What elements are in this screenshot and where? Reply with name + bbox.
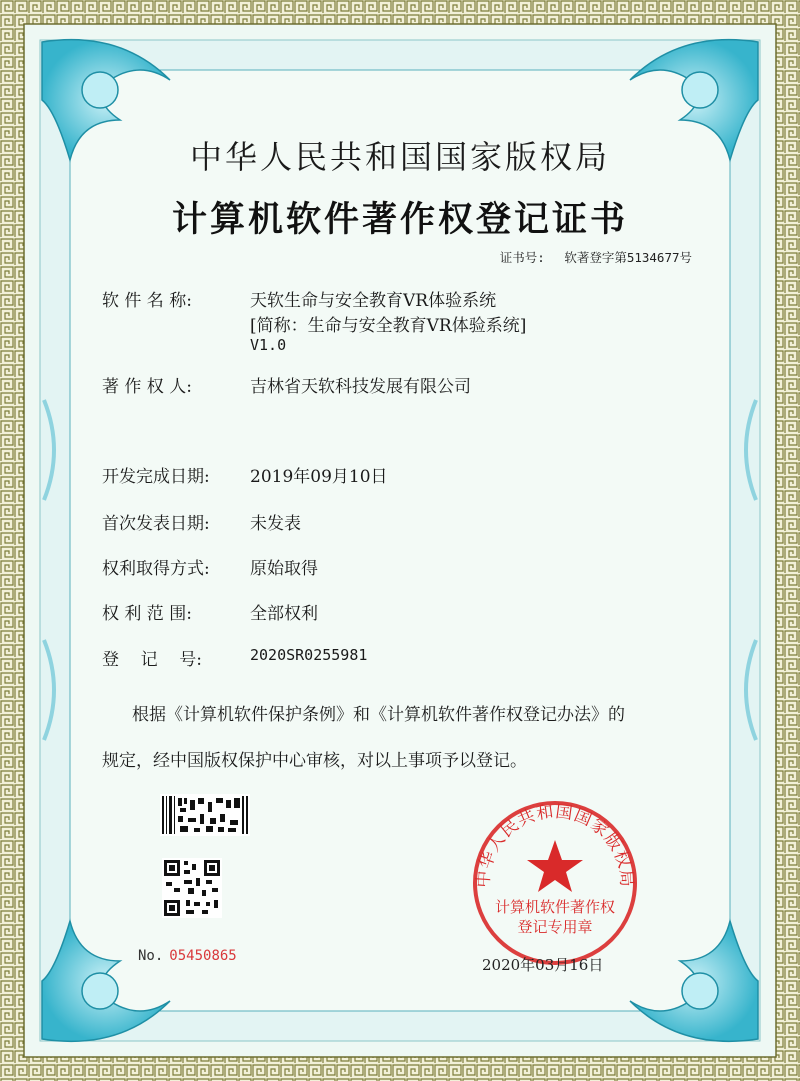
field-value-rights-scope: 全部权利 (250, 604, 318, 624)
field-value-software-version: V1.0 (250, 336, 287, 354)
certificate-title: 计算机软件著作权登记证书 (171, 200, 628, 240)
serial-value: 05450865 (169, 948, 237, 964)
certificate-number-value: 软著登字第5134677号 (564, 250, 692, 265)
certificate-number-label: 证书号: (499, 250, 545, 265)
field-value-software-short-name: [简称：生命与安全教育VR体验系统] (250, 316, 527, 336)
star-icon (527, 840, 583, 892)
statement-line-2: 规定，经中国版权保护中心审核，对以上事项予以登记。 (102, 751, 527, 771)
seal-ring-text: 中华人民共和国国家版权局 (473, 801, 637, 889)
field-value-first-publication: 未发表 (250, 514, 301, 534)
serial-prefix: No. (138, 948, 164, 964)
field-label-registration-number: 登 记 号: (102, 650, 202, 670)
issue-date: 2020年03月16日 (482, 956, 604, 974)
field-value-completion-date: 2019年09月10日 (250, 467, 388, 487)
certificate-number (500, 248, 692, 266)
qr-code-icon (162, 858, 222, 918)
field-label-completion-date: 开发完成日期: (102, 467, 210, 487)
field-value-registration-number: 2020SR0255981 (250, 646, 368, 664)
field-label-first-publication: 首次发表日期: (102, 514, 210, 534)
barcode-icon (160, 794, 250, 836)
issuing-authority: 中华人民共和国国家版权局 (189, 138, 610, 176)
seal-line-1: 计算机软件著作权 (494, 898, 615, 916)
field-label-rights-scope: 权 利 范 围: (102, 604, 192, 624)
official-seal (470, 798, 640, 968)
field-value-software-name: 天软生命与安全教育VR体验系统 (250, 291, 497, 311)
seal-line-2: 登记专用章 (517, 918, 593, 936)
field-value-acquisition-method: 原始取得 (250, 559, 318, 579)
statement-line-1: 根据《计算机软件保护条例》和《计算机软件著作权登记办法》的 (132, 705, 625, 725)
field-label-copyright-owner: 著 作 权 人: (102, 377, 192, 397)
field-label-acquisition-method: 权利取得方式: (102, 559, 210, 579)
field-label-software-name: 软 件 名 称: (102, 291, 192, 311)
serial-number (138, 948, 237, 964)
field-value-copyright-owner: 吉林省天软科技发展有限公司 (250, 377, 471, 397)
